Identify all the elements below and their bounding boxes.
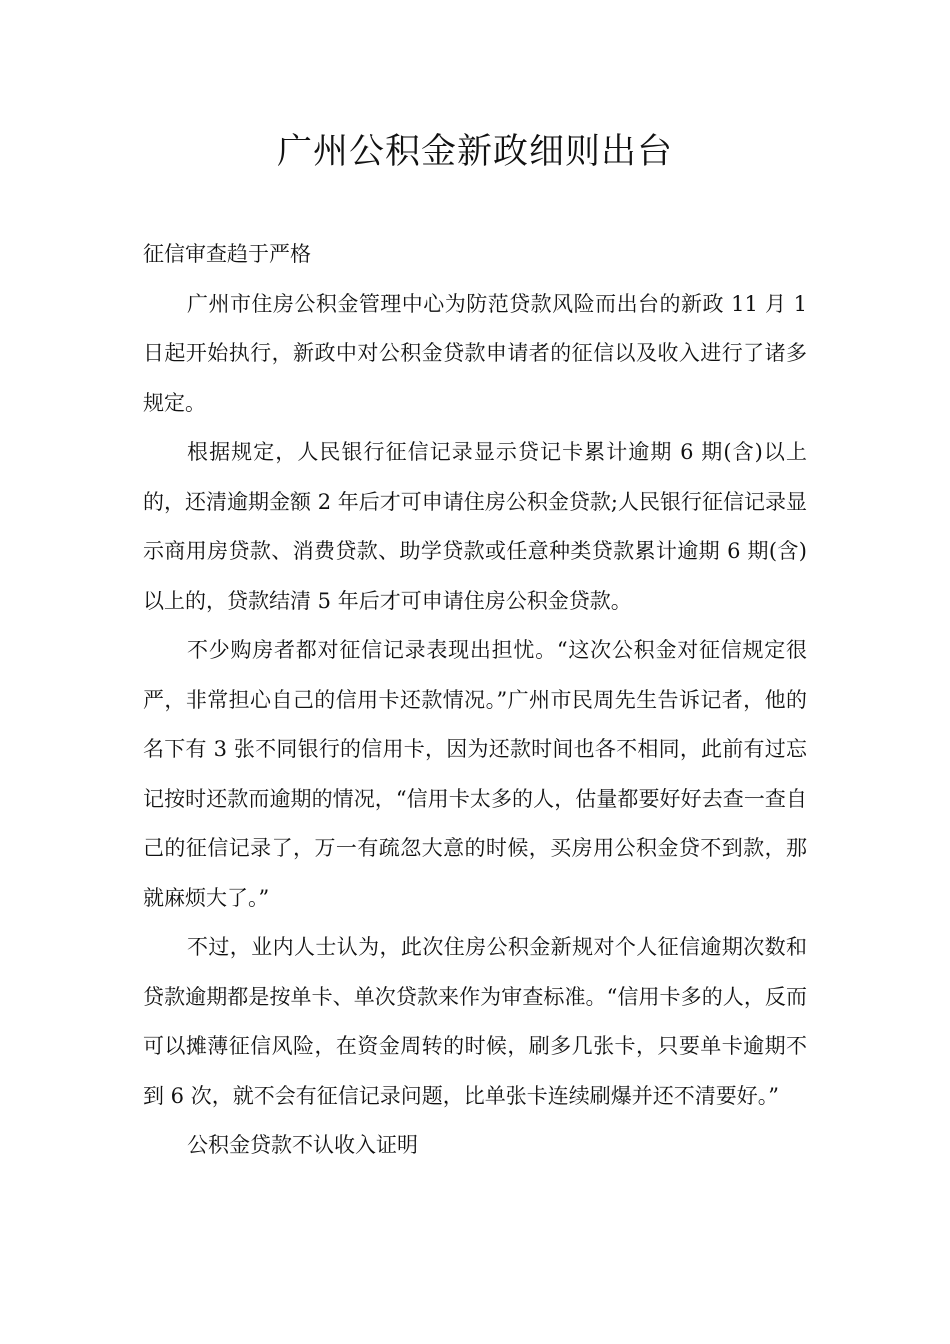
section-heading-income-proof: 公积金贷款不认收入证明 (187, 1133, 418, 1157)
document-title: 广州公积金新政细则出台 (276, 132, 673, 172)
document-body (143, 230, 807, 1171)
paragraph-industry-view: 不过，业内人士认为，此次住房公积金新规对个人征信逾期次数和贷款逾期都是按单卡、单次贷款来作为审查标准。“信用卡多的人，反而可以摊薄征信风险，在资金周转的时候，刷多几张卡，只要单卡逾期不到 6 次，就不会有征信记录问题，比单张卡连续刷爆并还不清要好。” (143, 935, 807, 1108)
paragraph-policy-rules: 根据规定，人民银行征信记录显示贷记卡累计逾期 6 期(含)以上的，还清逾期金额 2 年后才可申请住房公积金贷款;人民银行征信记录显示商用房贷款、消费贷款、助学贷款或任意种类贷款累计逾期 6 期(含)以上的，贷款结清 5 年后才可申请住房公积金贷款。 (143, 440, 807, 613)
paragraph-buyer-concerns: 不少购房者都对征信记录表现出担忧。“这次公积金对征信规定很严，非常担心自己的信用卡还款情况。”广州市民周先生告诉记者，他的名下有 3 张不同银行的信用卡，因为还款时间也各不相同，此前有过忘记按时还款而逾期的情况，“信用卡太多的人，估量都要好好去查一查自己的征信记录了，万一有疏忽大意的时候，买房用公积金贷不到款，那就麻烦大了。” (143, 638, 807, 910)
paragraph-policy-intro: 广州市住房公积金管理中心为防范贷款风险而出台的新政 11 月 1 日起开始执行，新政中对公积金贷款申请者的征信以及收入进行了诸多规定。 (143, 291, 807, 415)
section-heading-credit-review: 征信审查趋于严格 (143, 242, 311, 266)
